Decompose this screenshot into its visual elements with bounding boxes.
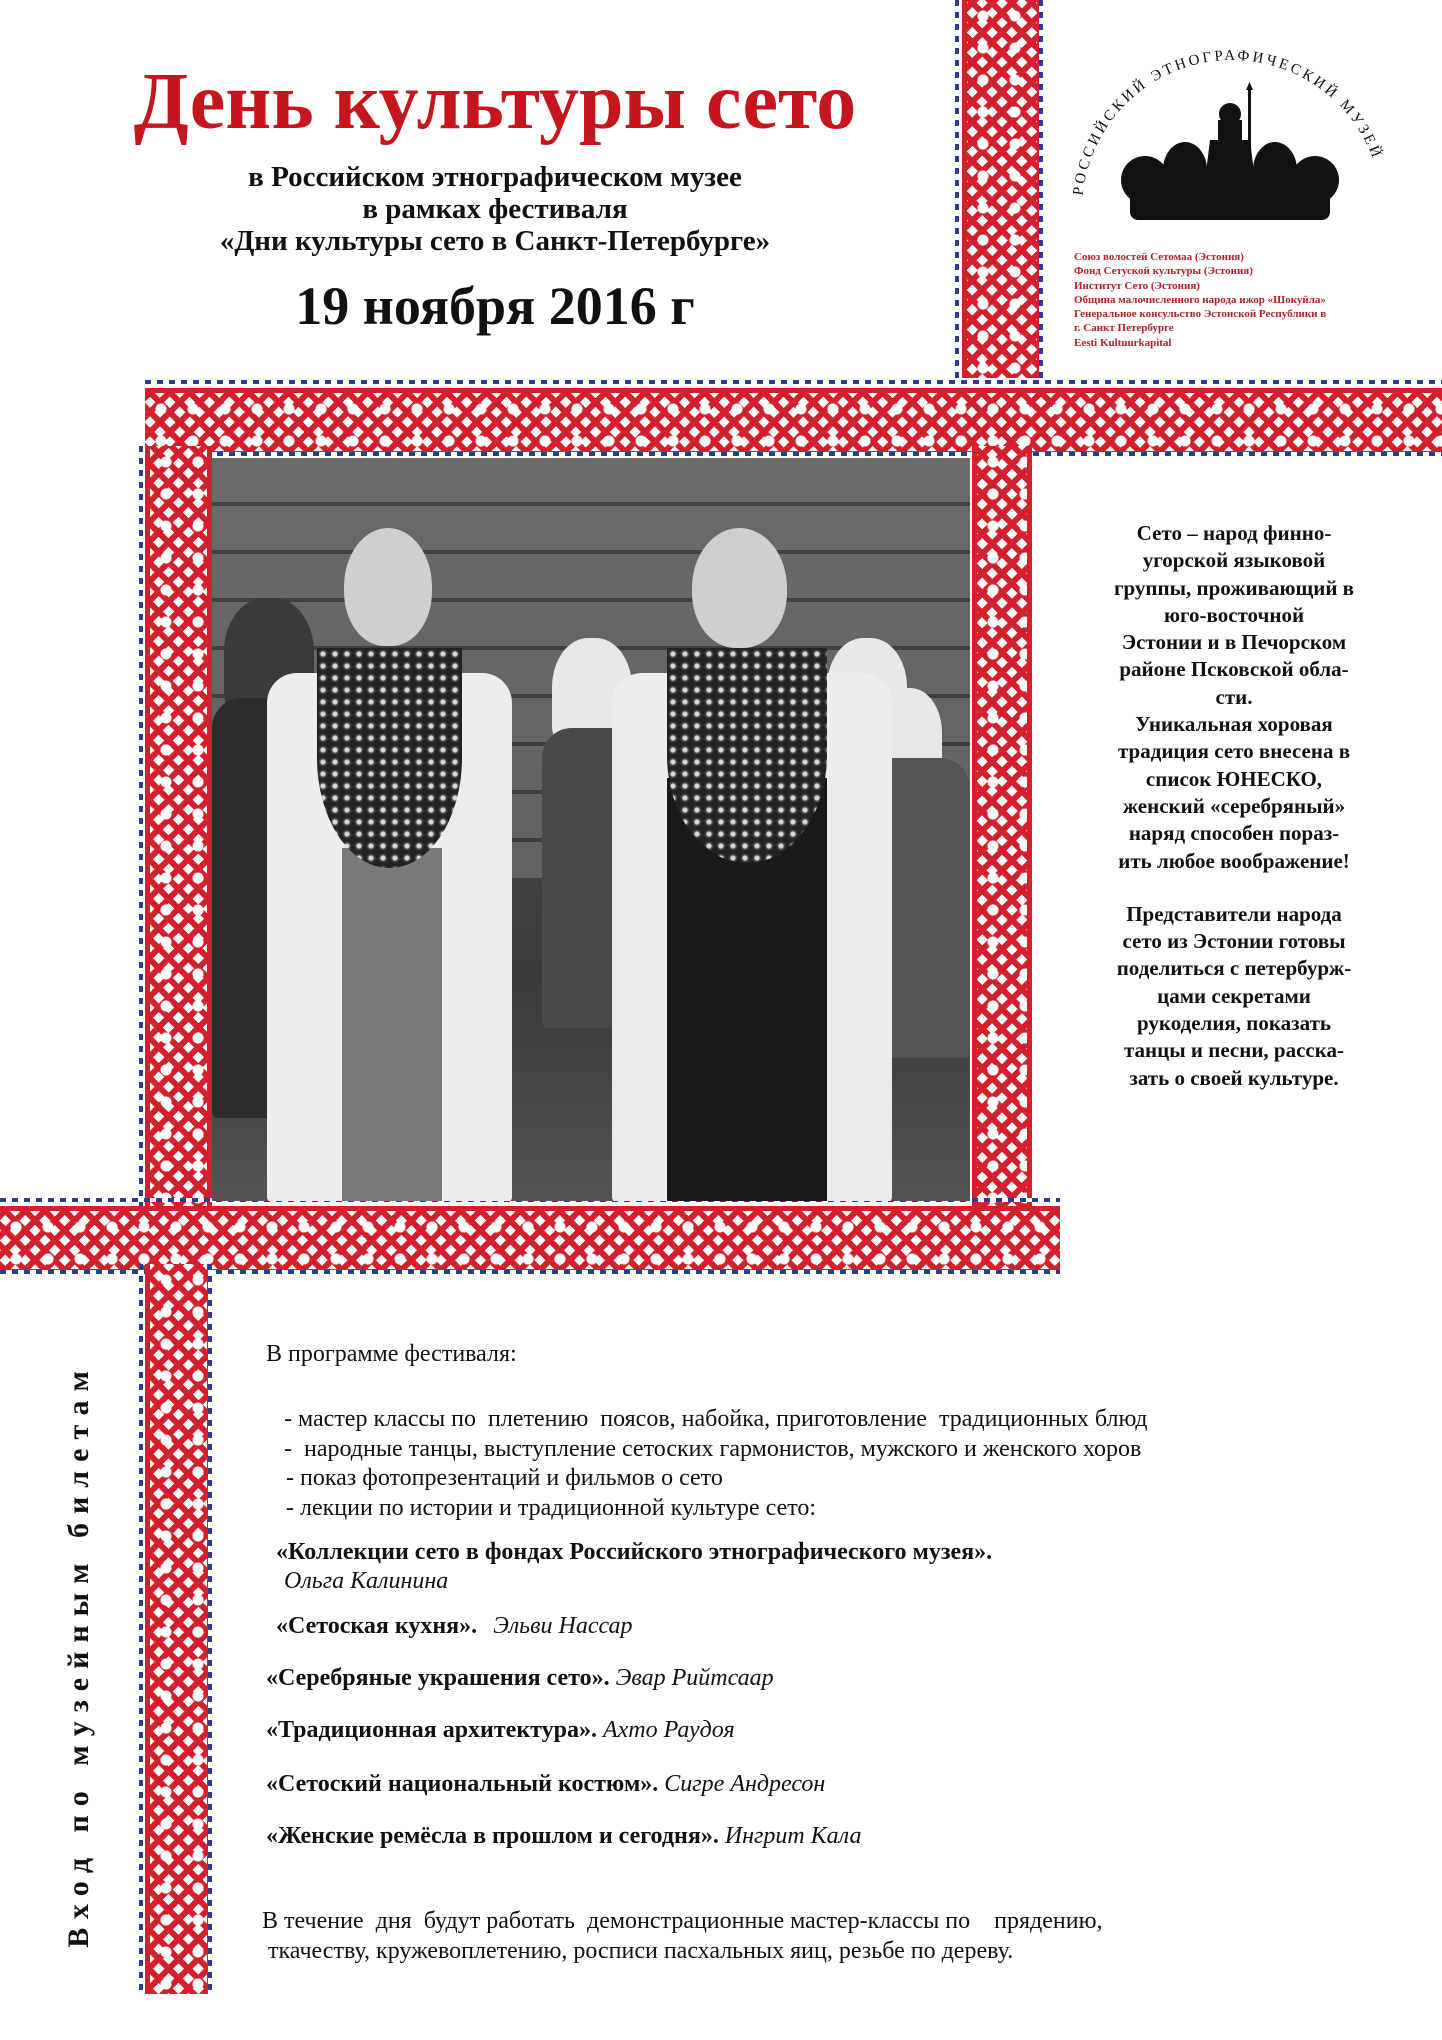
- subtitle: [60, 162, 930, 258]
- program-item: - лекции по истории и традиционной культуре сето:: [286, 1495, 817, 1522]
- ornament-edge: [955, 0, 959, 378]
- partner-item: Союз волостей Сетомаа (Эстония): [1074, 251, 1244, 263]
- subtitle-line: в рамках фестиваля: [362, 192, 628, 225]
- description-paragraph: Сето – народ финно- угорской языковой группы, проживающий в юго-восточной Эстонии и в Печорском районе Псковской обла- сти. Уникальная хоровая традиция сето внесена в список ЮНЕСКО, женский «серебряный» наряд способен пораз- ить любое воображение!: [1113, 521, 1355, 873]
- program-item: - народные танцы, выступление сетоских гармонистов, мужского и женского хоров: [278, 1435, 1142, 1462]
- partner-item: г. Санкт Петербурге: [1074, 322, 1174, 335]
- museum-emblem-icon: [1060, 40, 1410, 250]
- logo-arc-text: РОССИЙСКИЙ ЭТНОГРАФИЧЕСКИЙ МУЗЕЙ: [1070, 47, 1386, 197]
- partner-item: Община малочисленного народа ижор «Шокуйла»: [1074, 293, 1326, 306]
- subtitle-line: «Дни культуры сето в Санкт-Петербурге»: [219, 224, 771, 257]
- ornament-edge: [145, 380, 1442, 384]
- museum-logo: [1060, 40, 1410, 250]
- ornament-edge: [139, 446, 143, 1320]
- side-caption: [50, 1330, 108, 1980]
- lecture-author: Сигре Андресон: [664, 1771, 826, 1797]
- program-item: - показ фотопрезентаций и фильмов о сето: [286, 1465, 723, 1492]
- lecture-item: [276, 1538, 992, 1596]
- lecture-title: «Женские ремёсла в прошлом и сегодня».: [266, 1823, 719, 1849]
- lecture-title: «Сетоский национальный костюм».: [266, 1771, 659, 1797]
- partner-item: Генеральное консульство Эстонской Республики в: [1074, 308, 1327, 321]
- lecture-item: [266, 1664, 774, 1693]
- partner-item: Eesti Kultuurkapital: [1074, 336, 1172, 349]
- lecture-author: Ингрит Кала: [724, 1823, 862, 1849]
- lecture-title: «Серебряные украшения сето».: [266, 1665, 610, 1691]
- ornament-band-upper-horizontal: [145, 388, 1442, 456]
- lecture-author: Ахто Раудоя: [602, 1717, 735, 1743]
- woman-left-head: [344, 528, 432, 646]
- ornament-band-bottom-vertical: [145, 1264, 212, 1994]
- side-caption-text: Вход по музейным билетам: [62, 1362, 95, 1948]
- woman-left-skirt: [342, 848, 442, 1201]
- historic-photo: [212, 458, 970, 1201]
- ornament-band-top-vertical: [962, 0, 1042, 378]
- description: [1058, 520, 1410, 1118]
- ornament-edge: [139, 1264, 143, 1994]
- program-list: [262, 1405, 1362, 1523]
- program-section: [262, 1340, 1362, 1964]
- partners-list: [1074, 250, 1414, 350]
- partner-item: Институт Сето (Эстония): [1074, 279, 1200, 292]
- subtitle-line: в Российском этнографическом музее: [248, 161, 742, 193]
- program-item: - мастер классы по плетению поясов, набойка, приготовление традиционных блюд: [278, 1405, 1148, 1432]
- event-date: 19 ноября 2016 г: [295, 276, 695, 336]
- lecture-author: Ольга Калинина: [284, 1567, 449, 1594]
- closing-line: В течение дня будут работать демонстрационные мастер-классы по прядению,: [262, 1908, 1103, 1934]
- lecture-title: «Сетоская кухня».: [276, 1613, 478, 1639]
- ornament-edge: [145, 452, 1442, 456]
- lecture-title: «Традиционная архитектура».: [266, 1717, 597, 1743]
- ornament-band-left-vertical: [145, 446, 212, 1320]
- program-title: В программе фестиваля:: [266, 1341, 517, 1367]
- closing-line: ткачеству, кружевоплетению, росписи пасхальных яиц, резьбе по дереву.: [262, 1938, 1014, 1964]
- woman-right-head: [692, 528, 787, 648]
- ornament-edge: [208, 1264, 212, 1994]
- ornament-edge: [1039, 0, 1043, 378]
- lecture-author: Эльви Нассар: [493, 1613, 633, 1639]
- woman-right-necklace: [667, 648, 827, 863]
- lecture-item: [276, 1612, 633, 1641]
- lecture-author: Эвар Рийтсаар: [615, 1665, 774, 1691]
- page-title: День культуры сето: [133, 58, 857, 146]
- lecture-item: [266, 1822, 861, 1851]
- closing-note: [262, 1906, 1322, 1966]
- lecture-item: [266, 1770, 825, 1799]
- ornament-band-photo-right: [972, 446, 1032, 1206]
- partner-item: Фонд Сетуской культуры (Эстония): [1074, 265, 1253, 278]
- description-paragraph: Представители народа сето из Эстонии готовы поделиться с петербурж- цами секретами рукоделия, показать танцы и песни, расска- зать о своей культуре.: [1116, 901, 1352, 1090]
- lecture-item: [266, 1716, 735, 1745]
- lecture-title: «Коллекции сето в фондах Российского этнографического музея».: [276, 1539, 993, 1565]
- woman-left-necklace: [317, 648, 462, 868]
